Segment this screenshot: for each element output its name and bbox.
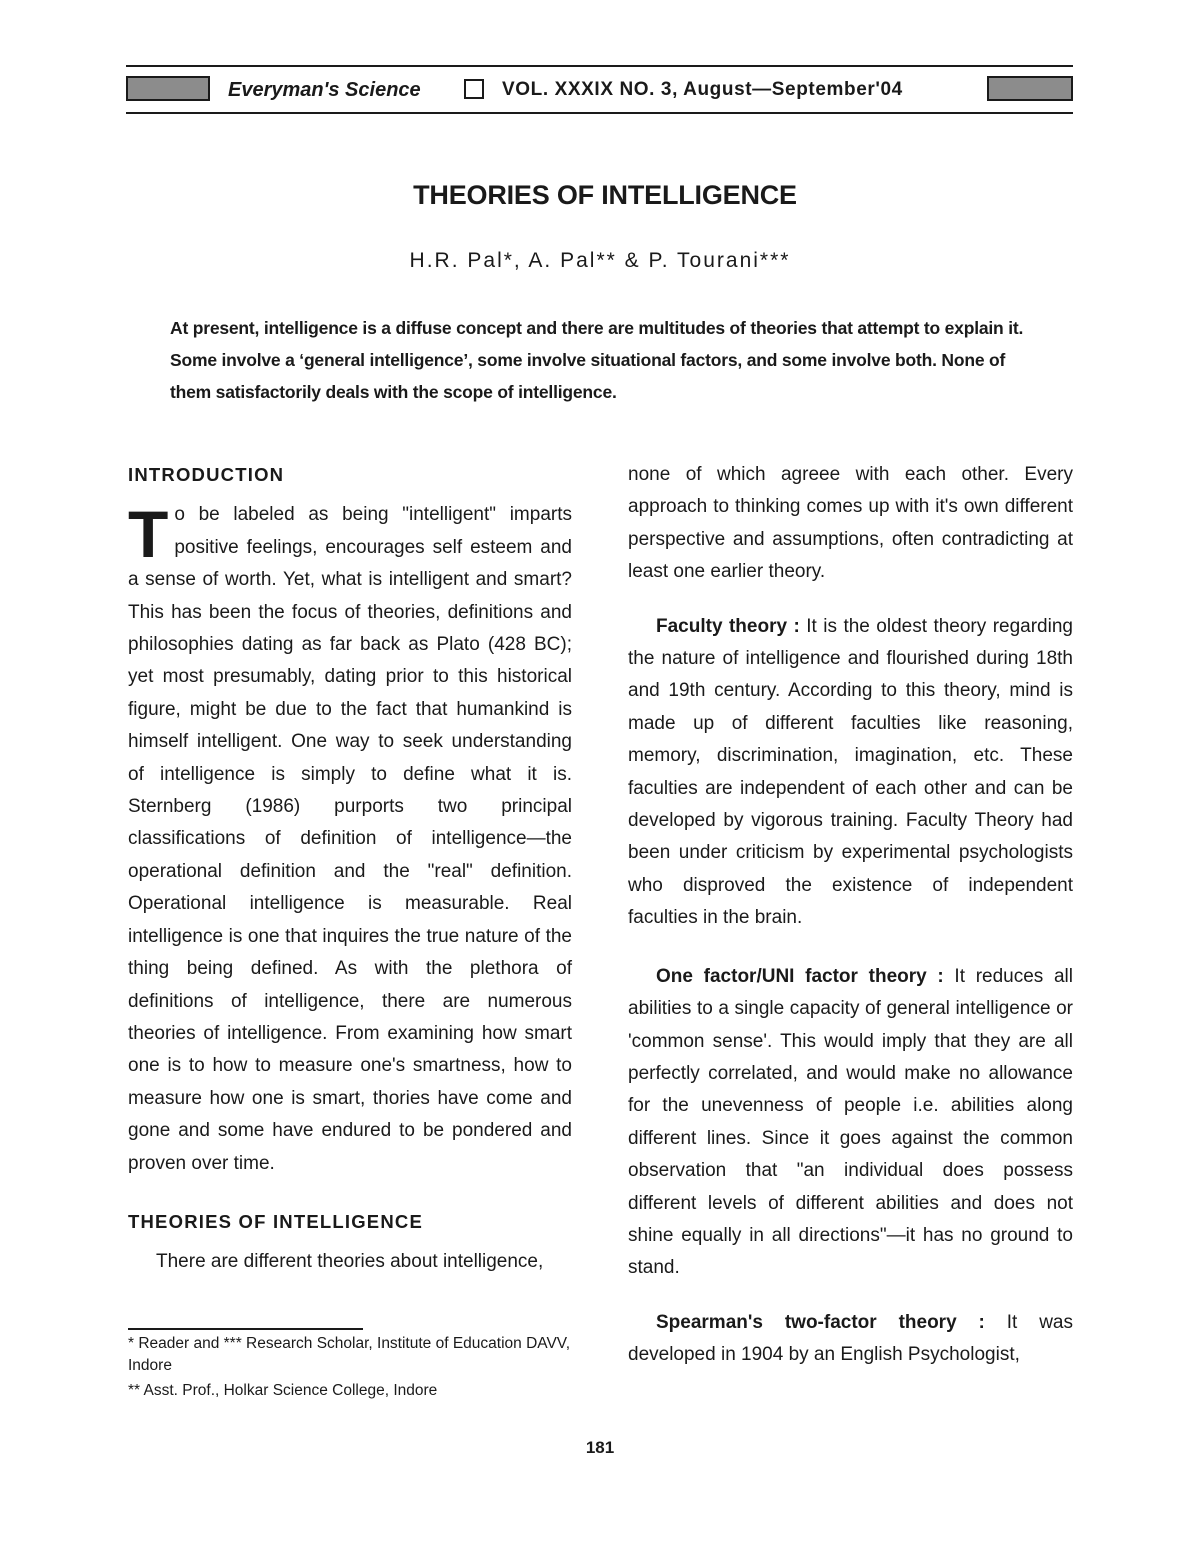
introduction-heading: INTRODUCTION xyxy=(128,464,285,485)
issue-info: VOL. XXXIX NO. 3, August—September'04 xyxy=(502,79,903,100)
header-right-bar xyxy=(987,76,1073,101)
faculty-theory-text: It is the oldest theory regarding the nature of intelligence and flourished during 18th and 19th century. According to this theory, mind is made up of different faculties like reasoning, memory, discrimination, imagination, etc. These faculties are independent of each other and can be developed by vigorous training. Faculty Theory had been under criticism by experimental psychologists who disproved the existence of independent faculties in the brain. xyxy=(628,615,1073,929)
introduction-text: o be labeled as being "intelligent" imparts positive feelings, encourages self esteem and a sense of worth. Yet, what is intelligent and smart? This has been the focus of theories, definitions and philosophies dating as far back as Plato (428 BC); yet most presumably, dating prior to this historical figure, might be due to the fact that humankind is himself intelligent. One way to seek understanding of intelligence is simply to define what it is. Sternberg (1986) purports two principal classifications of definition of intelligence—the operational definition and the "real" definition. Operational intelligence is measurable. Real intelligence is one that inquires the true nature of the thing being defined. As with the plethora of definitions of intelligence, there are numerous theories of intelligence. From examining how smart one is to how to measure one's smartness, how to measure how one is smart, thories have come and gone and some have endured to be pondered and proven over time. xyxy=(128,504,572,1174)
footnote-rule xyxy=(128,1328,363,1330)
article-authors: H.R. Pal*, A. Pal** & P. Tourani*** xyxy=(409,249,791,272)
faculty-theory-label: Faculty theory : xyxy=(656,615,800,637)
one-factor-theory-paragraph xyxy=(628,961,1073,1285)
right-column xyxy=(628,459,1073,1372)
page-number: 181 xyxy=(585,1438,615,1457)
footnotes xyxy=(128,1333,578,1402)
introduction-paragraph xyxy=(128,499,572,1180)
left-column xyxy=(128,459,572,1279)
footnote-2: ** Asst. Prof., Holkar Science College, Indore xyxy=(128,1382,438,1399)
footnote-1: * Reader and *** Research Scholar, Institute of Education DAVV, Indore xyxy=(128,1335,571,1374)
journal-name: Everyman's Science xyxy=(228,79,421,101)
spearman-theory-label: Spearman's two-factor theory : xyxy=(656,1311,985,1333)
one-factor-theory-label: One factor/UNI factor theory : xyxy=(656,965,944,987)
spearman-theory-text: It was developed in 1904 by an English Psychologist, xyxy=(628,1311,1073,1366)
header-left-bar xyxy=(126,76,210,101)
header-top-rule xyxy=(126,65,1073,67)
article-title: THEORIES OF INTELLIGENCE xyxy=(413,180,797,210)
drop-cap: T xyxy=(128,497,169,572)
theories-intro-start: There are different theories about intelligence, xyxy=(156,1251,544,1273)
header-square-icon xyxy=(464,79,484,99)
article-abstract: At present, intelligence is a diffuse concept and there are multitudes of theories that attempt to explain it. Some involve a ‘general intelligence’, some involve situational factors, and some involve both. None of them satisfactorily deals with the scope of intelligence. xyxy=(170,318,1024,402)
header-bottom-rule xyxy=(126,112,1073,114)
faculty-theory-paragraph xyxy=(628,611,1073,935)
theories-heading: THEORIES OF INTELLIGENCE xyxy=(128,1210,424,1232)
theories-intro-continued: none of which agreee with each other. Every approach to thinking comes up with it's own different perspective and assumptions, often contradicting at least one earlier theory. xyxy=(628,464,1073,583)
one-factor-theory-text: It reduces all abilities to a single capacity of general intelligence or 'common sense'. This would imply that they are all perfectly correlated, and would make no allowance for the unevenness of people i.e. abilities along different lines. Since it goes against the common observation that "an individual does possess different levels of different abilities and does not shine equally in all directions"—it has no ground to stand. xyxy=(628,965,1073,1279)
spearman-theory-paragraph xyxy=(628,1307,1073,1372)
